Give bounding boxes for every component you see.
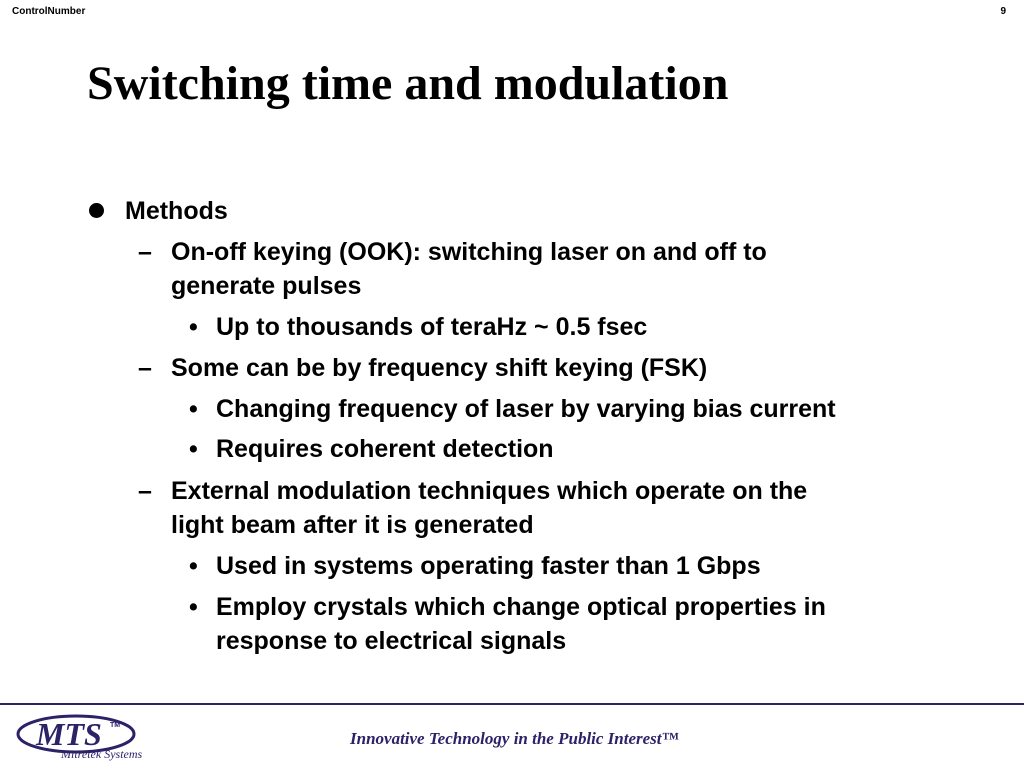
slide-title: Switching time and modulation — [87, 57, 729, 110]
point-external-crystals-line2: response to electrical signals — [216, 627, 567, 655]
subbullet-ook-line1: On-off keying (OOK): switching laser on and off to — [171, 238, 767, 266]
control-number: ControlNumber — [12, 6, 86, 17]
point-ook-speed: Up to thousands of teraHz ~ 0.5 fsec — [216, 313, 648, 341]
point-external-gbps: Used in systems operating faster than 1 Gbps — [216, 552, 761, 580]
footer-divider — [0, 703, 1024, 705]
bullet-dot-icon — [89, 203, 104, 218]
point-external-crystals-line1: Employ crystals which change optical properties in — [216, 593, 826, 621]
dash-icon: – — [138, 354, 152, 382]
point-fsk-coherent: Requires coherent detection — [216, 435, 554, 463]
mitretek-logo — [14, 710, 164, 762]
subbullet-ook-line2: generate pulses — [171, 272, 362, 300]
dot-icon: • — [189, 435, 198, 463]
logo-tm-text: TM — [110, 722, 121, 729]
dash-icon: – — [138, 238, 152, 266]
point-fsk-bias: Changing frequency of laser by varying bias current — [216, 395, 836, 423]
footer-tagline: Innovative Technology in the Public Interest™ — [350, 729, 679, 748]
subbullet-external-line1: External modulation techniques which operate on the — [171, 477, 808, 505]
dot-icon: • — [189, 552, 198, 580]
dot-icon: • — [189, 395, 198, 423]
logo-subtitle-text: Mitretek Systems — [61, 747, 143, 761]
dot-icon: • — [189, 593, 198, 621]
dash-icon: – — [138, 477, 152, 505]
subbullet-fsk: Some can be by frequency shift keying (FSK) — [171, 354, 708, 382]
dot-icon: • — [189, 313, 198, 341]
subbullet-external-line2: light beam after it is generated — [171, 511, 534, 539]
logo-mts-text: MTS — [36, 716, 102, 752]
bullet-methods: Methods — [125, 197, 228, 225]
page-number: 9 — [1000, 6, 1006, 17]
